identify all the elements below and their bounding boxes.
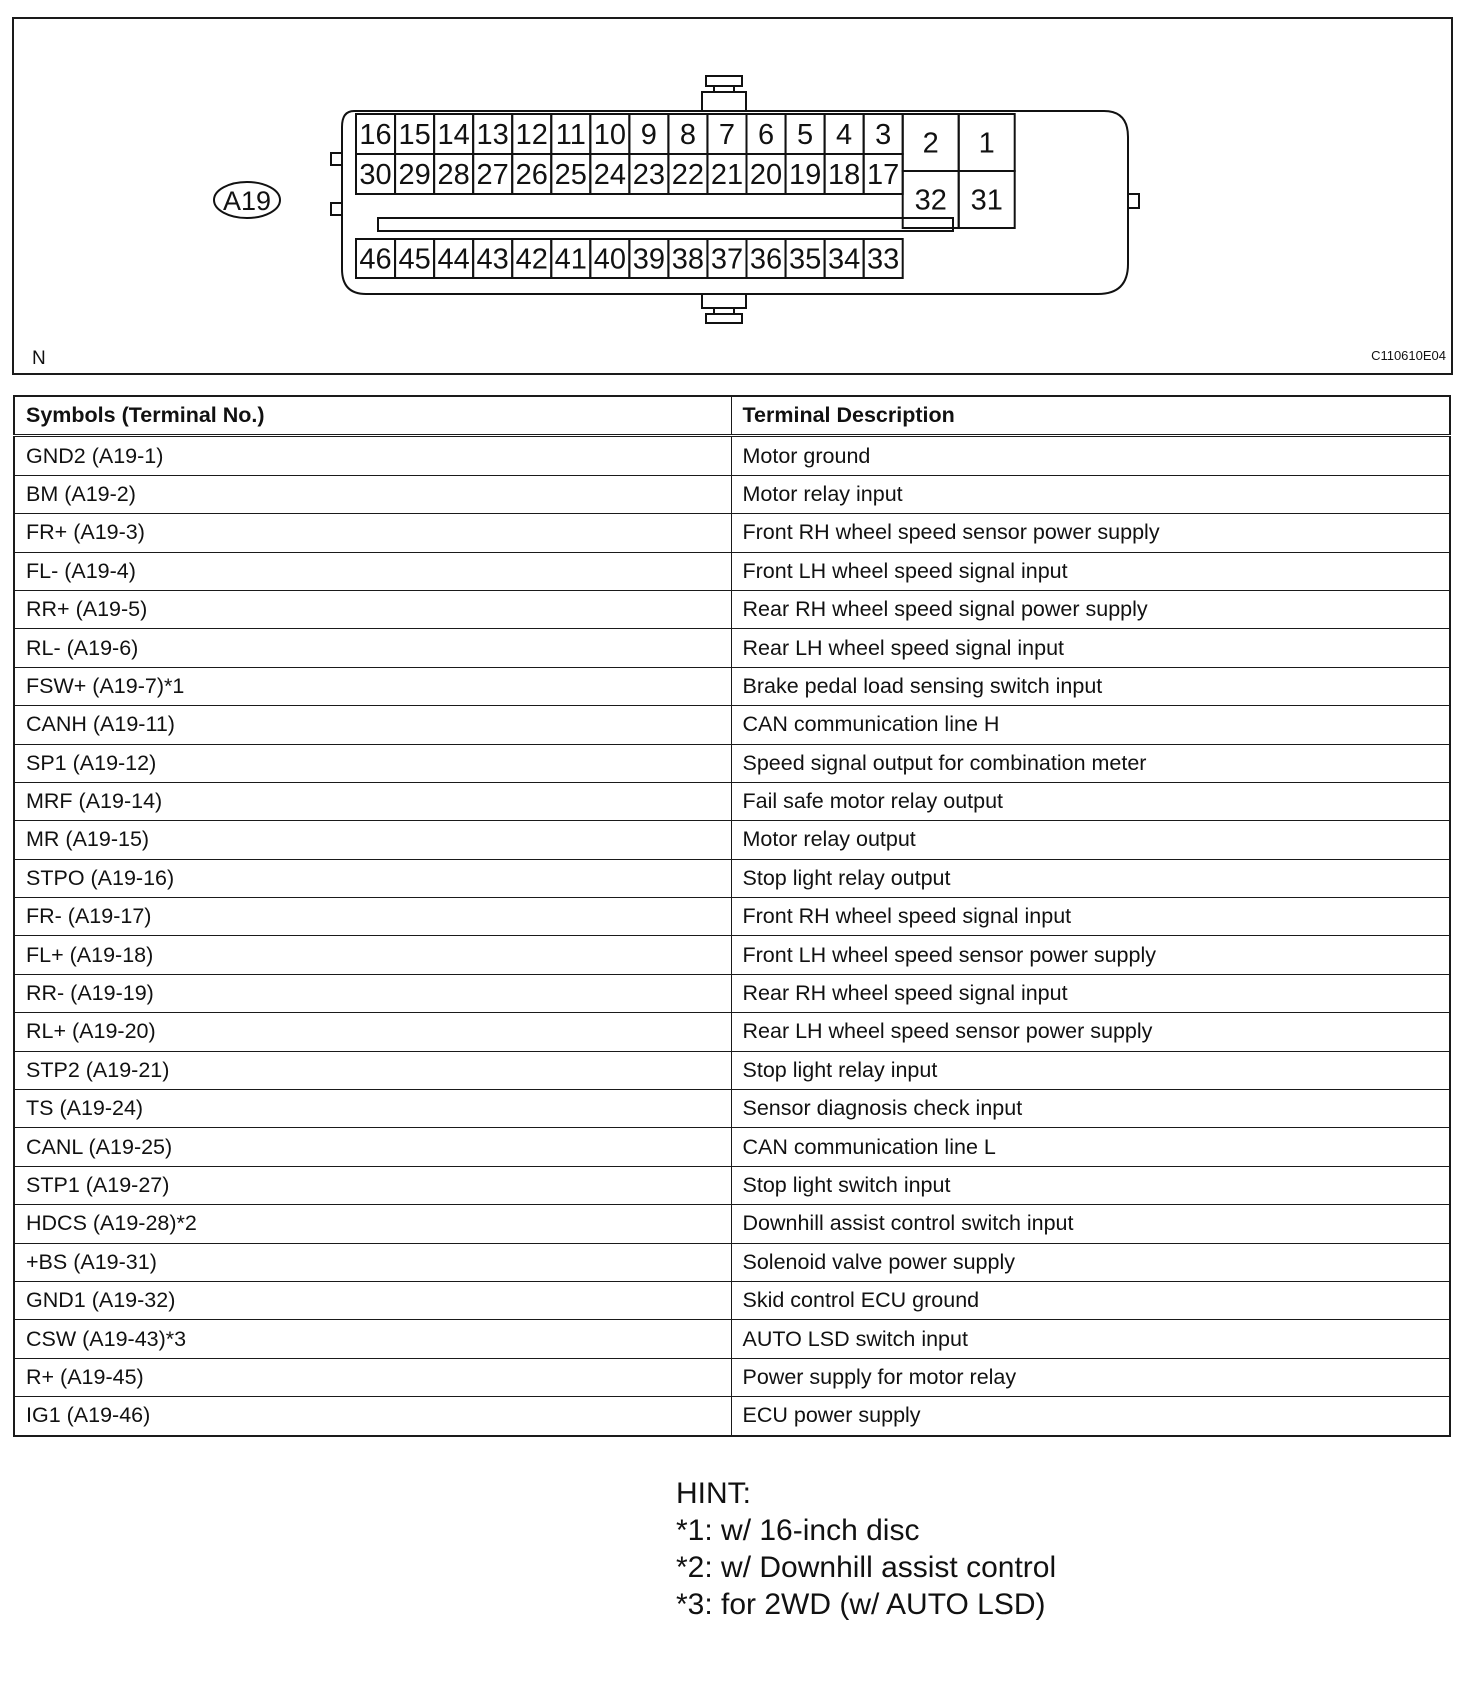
pin-number: 24 bbox=[593, 159, 626, 191]
terminal-description-cell: Downhill assist control switch input bbox=[731, 1205, 1450, 1243]
table-row bbox=[14, 744, 1450, 782]
pin-number: 32 bbox=[914, 184, 947, 217]
table-row bbox=[14, 821, 1450, 859]
terminal-description-cell: AUTO LSD switch input bbox=[731, 1320, 1450, 1358]
table-row bbox=[14, 974, 1450, 1012]
terminal-description-cell: Skid control ECU ground bbox=[731, 1281, 1450, 1319]
terminal-description-cell: Sensor diagnosis check input bbox=[731, 1090, 1450, 1128]
pin-number: 40 bbox=[593, 243, 626, 276]
pin-number: 18 bbox=[827, 159, 861, 191]
hint-note: *1: w/ 16-inch disc bbox=[676, 1514, 920, 1547]
pin-number: 21 bbox=[710, 159, 744, 191]
terminal-symbol-cell: FL- (A19-4) bbox=[14, 552, 731, 590]
table-row bbox=[14, 514, 1450, 552]
terminal-description-cell: Solenoid valve power supply bbox=[731, 1243, 1450, 1281]
table-row bbox=[14, 782, 1450, 820]
pin-number: 26 bbox=[515, 159, 548, 191]
terminal-description-cell: Power supply for motor relay bbox=[731, 1358, 1450, 1396]
terminal-description-cell: Front RH wheel speed sensor power supply bbox=[731, 514, 1450, 552]
terminal-symbol-cell: RL- (A19-6) bbox=[14, 629, 731, 667]
terminal-symbol-cell: HDCS (A19-28)*2 bbox=[14, 1205, 731, 1243]
pin-number: 8 bbox=[679, 119, 696, 151]
terminal-description-cell: Stop light switch input bbox=[731, 1166, 1450, 1204]
left-notch-upper bbox=[331, 153, 342, 165]
pin-number: 1 bbox=[978, 127, 995, 160]
terminal-description-cell: Motor ground bbox=[731, 436, 1450, 475]
table-row bbox=[14, 1397, 1450, 1436]
terminal-symbol-cell: FR- (A19-17) bbox=[14, 898, 731, 936]
terminal-symbol-cell: RR+ (A19-5) bbox=[14, 590, 731, 628]
pin-number: 28 bbox=[437, 159, 470, 191]
hint-title: HINT: bbox=[676, 1477, 751, 1510]
pin-number: 39 bbox=[632, 243, 666, 276]
pin-number: 3 bbox=[875, 119, 892, 151]
pin-number: 13 bbox=[476, 119, 509, 151]
pin-number: 38 bbox=[671, 243, 705, 276]
table-row bbox=[14, 436, 1450, 475]
terminal-description-cell: Rear LH wheel speed signal input bbox=[731, 629, 1450, 667]
pin-number: 31 bbox=[970, 184, 1003, 217]
terminal-symbol-cell: FL+ (A19-18) bbox=[14, 936, 731, 974]
connector-diagram-frame bbox=[12, 17, 1453, 375]
terminal-description-cell: Motor relay input bbox=[731, 475, 1450, 513]
pin-number: 34 bbox=[827, 243, 861, 276]
terminal-description-cell: Front RH wheel speed signal input bbox=[731, 898, 1450, 936]
pin-number: 27 bbox=[476, 159, 509, 191]
corner-marker: N bbox=[32, 348, 46, 369]
terminal-symbol-cell: BM (A19-2) bbox=[14, 475, 731, 513]
table-row bbox=[14, 1128, 1450, 1166]
terminal-description-cell: CAN communication line L bbox=[731, 1128, 1450, 1166]
table-row bbox=[14, 706, 1450, 744]
top-lock-tab bbox=[702, 76, 746, 111]
pin-number: 42 bbox=[515, 243, 548, 276]
terminal-symbol-cell: RR- (A19-19) bbox=[14, 974, 731, 1012]
table-row bbox=[14, 1013, 1450, 1051]
terminal-symbol-cell: TS (A19-24) bbox=[14, 1090, 731, 1128]
pin-number: 4 bbox=[836, 119, 853, 151]
terminal-symbol-cell: SP1 (A19-12) bbox=[14, 744, 731, 782]
terminal-symbol-cell: RL+ (A19-20) bbox=[14, 1013, 731, 1051]
table-row bbox=[14, 1166, 1450, 1204]
terminal-symbol-cell: STP1 (A19-27) bbox=[14, 1166, 731, 1204]
pin-number: 9 bbox=[640, 119, 657, 151]
terminal-symbol-cell: MRF (A19-14) bbox=[14, 782, 731, 820]
table-row bbox=[14, 629, 1450, 667]
terminal-description-cell: Rear LH wheel speed sensor power supply bbox=[731, 1013, 1450, 1051]
terminal-symbol-cell: IG1 (A19-46) bbox=[14, 1397, 731, 1436]
terminal-symbol-cell: STPO (A19-16) bbox=[14, 859, 731, 897]
terminal-description-cell: Rear RH wheel speed signal power supply bbox=[731, 590, 1450, 628]
column-header-description: Terminal Description bbox=[731, 396, 1450, 436]
table-row bbox=[14, 1243, 1450, 1281]
terminal-description-cell: CAN communication line H bbox=[731, 706, 1450, 744]
connector-diagram bbox=[14, 19, 1455, 377]
terminal-description-cell: Front LH wheel speed sensor power supply bbox=[731, 936, 1450, 974]
hint-note: *3: for 2WD (w/ AUTO LSD) bbox=[676, 1588, 1046, 1621]
terminal-symbol-cell: CANH (A19-11) bbox=[14, 706, 731, 744]
hint-note: *2: w/ Downhill assist control bbox=[676, 1551, 1057, 1584]
pin-number: 14 bbox=[437, 119, 470, 151]
table-row bbox=[14, 590, 1450, 628]
bottom-lock-tab bbox=[702, 294, 746, 323]
terminal-symbol-cell: GND2 (A19-1) bbox=[14, 436, 731, 475]
pin-number: 22 bbox=[671, 159, 705, 191]
table-row bbox=[14, 859, 1450, 897]
left-notch-lower bbox=[331, 203, 342, 215]
right-notch bbox=[1128, 194, 1139, 208]
table-row bbox=[14, 936, 1450, 974]
pin-number: 15 bbox=[398, 119, 431, 151]
pin-cavities bbox=[356, 114, 1015, 278]
pin-number: 29 bbox=[398, 159, 431, 191]
table-row bbox=[14, 667, 1450, 705]
table-row bbox=[14, 475, 1450, 513]
terminal-symbol-cell: +BS (A19-31) bbox=[14, 1243, 731, 1281]
pin-number: 23 bbox=[632, 159, 666, 191]
pin-number: 30 bbox=[359, 159, 392, 191]
figure-code: C110610E04 bbox=[1371, 348, 1446, 363]
pin-number: 44 bbox=[437, 243, 470, 276]
terminal-description-cell: Front LH wheel speed signal input bbox=[731, 552, 1450, 590]
pin-number: 33 bbox=[867, 243, 900, 276]
pin-number: 10 bbox=[593, 119, 626, 151]
pin-number: 7 bbox=[718, 119, 736, 151]
terminal-symbol-cell: CANL (A19-25) bbox=[14, 1128, 731, 1166]
pin-number: 37 bbox=[710, 243, 744, 276]
pin-number: 20 bbox=[749, 159, 783, 191]
table-header-row bbox=[14, 396, 1450, 436]
pin-number: 43 bbox=[476, 243, 509, 276]
pin-number: 45 bbox=[398, 243, 431, 276]
column-header-symbols: Symbols (Terminal No.) bbox=[14, 396, 731, 436]
terminal-symbol-cell: FR+ (A19-3) bbox=[14, 514, 731, 552]
pin-number: 46 bbox=[359, 243, 392, 276]
terminal-description-cell: Stop light relay input bbox=[731, 1051, 1450, 1089]
table-row bbox=[14, 898, 1450, 936]
pin-number: 41 bbox=[554, 243, 587, 276]
key-slot bbox=[378, 218, 953, 231]
hint-notes bbox=[676, 1475, 1056, 1623]
terminal-description-cell: Speed signal output for combination meter bbox=[731, 744, 1450, 782]
terminal-symbol-cell: MR (A19-15) bbox=[14, 821, 731, 859]
pin-number: 5 bbox=[797, 119, 814, 151]
pin-number: 6 bbox=[757, 119, 775, 151]
table-body bbox=[14, 436, 1450, 1436]
pin-number: 25 bbox=[554, 159, 587, 191]
pin-number: 36 bbox=[749, 243, 783, 276]
table-row bbox=[14, 1051, 1450, 1089]
terminal-table bbox=[13, 395, 1451, 1437]
terminal-description-cell: Fail safe motor relay output bbox=[731, 782, 1450, 820]
table-row bbox=[14, 1090, 1450, 1128]
terminal-symbol-cell: R+ (A19-45) bbox=[14, 1358, 731, 1396]
connector-label: A19 bbox=[222, 186, 272, 216]
pin-number: 2 bbox=[922, 127, 939, 160]
terminal-description-cell: Stop light relay output bbox=[731, 859, 1450, 897]
table-row bbox=[14, 1320, 1450, 1358]
terminal-symbol-cell: CSW (A19-43)*3 bbox=[14, 1320, 731, 1358]
table-row bbox=[14, 1358, 1450, 1396]
pin-number: 12 bbox=[515, 119, 548, 151]
pin-number: 19 bbox=[788, 159, 822, 191]
table-row bbox=[14, 1281, 1450, 1319]
terminal-symbol-cell: STP2 (A19-21) bbox=[14, 1051, 731, 1089]
terminal-symbol-cell: FSW+ (A19-7)*1 bbox=[14, 667, 731, 705]
terminal-description-cell: Motor relay output bbox=[731, 821, 1450, 859]
table-row bbox=[14, 552, 1450, 590]
table-row bbox=[14, 1205, 1450, 1243]
terminal-description-cell: Rear RH wheel speed signal input bbox=[731, 974, 1450, 1012]
pin-number: 16 bbox=[359, 119, 392, 151]
terminal-symbol-cell: GND1 (A19-32) bbox=[14, 1281, 731, 1319]
terminal-description-cell: Brake pedal load sensing switch input bbox=[731, 667, 1450, 705]
terminal-description-cell: ECU power supply bbox=[731, 1397, 1450, 1436]
pin-number: 11 bbox=[555, 119, 586, 151]
pin-number: 17 bbox=[867, 159, 900, 191]
pin-number: 35 bbox=[788, 243, 822, 276]
